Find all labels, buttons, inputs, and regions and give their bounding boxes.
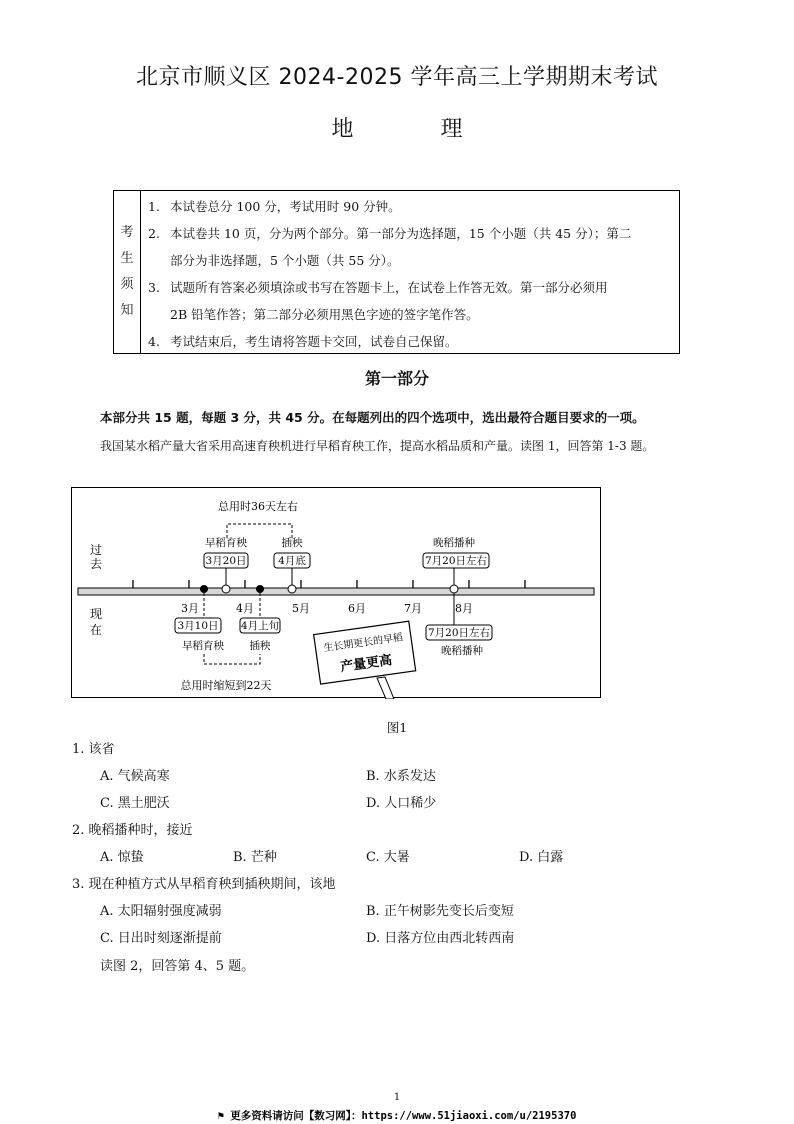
now-label: 在 [90, 623, 103, 637]
question-3-option-b: B. 正午树影先变长后变短 [366, 904, 514, 919]
next-question-instruction: 读图 2，回答第 4、5 题。 [100, 959, 255, 974]
sign-line-2: 产量更高 [339, 653, 394, 676]
notice-side-char: 考 [120, 225, 134, 240]
timeline-ticks [133, 580, 525, 588]
notice-item: 3. 试题所有答案必须填涂或书写在答题卡上，在试卷上作答无效。第一部分必须用 [148, 280, 608, 295]
question-3-stem: 3. 现在种植方式从早稻育秧到插秧期间，该地 [72, 877, 336, 892]
now-late-date: 7月20日左右 [427, 627, 491, 639]
sign-post [377, 677, 394, 699]
figure-1 [71, 487, 601, 698]
figure-1-caption: 图1 [386, 720, 408, 735]
part-one-instructions: 本部分共 15 题，每题 3 分，共 45 分。在每题列出的四个选项中，选出最符合题目要求的一项。 [100, 410, 645, 425]
notice-side-char: 生 [120, 251, 134, 266]
now-transplant-marker [256, 585, 264, 593]
now-transplant-label: 插秧 [249, 640, 271, 652]
question-2-stem: 2. 晚稻播种时，接近 [72, 823, 193, 838]
question-2-option-b: B. 芒种 [233, 850, 277, 865]
month-label: 8月 [455, 602, 473, 615]
question-1-option-a: A. 气候高寒 [100, 769, 170, 784]
past-transplant-date: 4月底 [278, 555, 306, 567]
past-late-rice-label: 晚稻播种 [433, 537, 475, 549]
question-1-option-c: C. 黑土肥沃 [100, 796, 170, 811]
subject-title: 地 理 [331, 117, 503, 142]
question-1-option-b: B. 水系发达 [366, 769, 436, 784]
now-early-marker [200, 585, 208, 593]
notice-side-char: 知 [120, 303, 134, 318]
past-transplant-marker [288, 585, 296, 593]
flag-icon: ⚑ [217, 1110, 231, 1122]
now-total-duration: 总用时缩短到22天 [180, 679, 272, 692]
question-1-stem: 1. 该省 [72, 742, 115, 757]
past-duration-bracket [227, 524, 292, 538]
sign-line-1: 生长期更长的早稻 [322, 632, 404, 655]
notice-item-cont: 2B 铅笔作答；第二部分必须用黑色字迹的签字笔作答。 [170, 307, 479, 322]
month-label: 7月 [404, 602, 422, 615]
month-label: 3月 [181, 602, 199, 615]
now-early-date: 3月10日 [177, 620, 219, 632]
exam-notice-box [113, 190, 680, 354]
question-2-option-c: C. 大暑 [366, 850, 410, 865]
part-one-title: 第一部分 [364, 369, 429, 388]
question-3-option-c: C. 日出时刻逐渐提前 [100, 931, 222, 946]
past-transplant-label: 插秧 [281, 537, 303, 549]
month-label: 5月 [292, 602, 310, 615]
past-label: 去 [90, 557, 103, 571]
now-late-rice-label: 晚稻播种 [441, 645, 483, 657]
now-label: 现 [90, 607, 103, 621]
notice-item: 4. 考试结束后，考生请将答题卡交回，试卷自己保留。 [148, 334, 458, 349]
late-rice-marker [450, 585, 458, 593]
notice-side-label [114, 191, 141, 353]
question-2-option-d: D. 白露 [519, 850, 564, 865]
past-early-marker [222, 585, 230, 593]
month-label: 4月 [236, 602, 254, 615]
page-number: 1 [393, 1092, 401, 1103]
past-early-date: 3月20日 [205, 555, 247, 567]
notice-item-cont: 部分为非选择题，5 个小题（共 55 分）。 [170, 253, 400, 268]
notice-item: 2. 本试卷共 10 页，分为两个部分。第一部分为选择题，15 个小题（共 45 分）；第二 [148, 226, 632, 241]
past-early-rice-label: 早稻育秧 [205, 537, 247, 549]
timeline-bar [78, 588, 594, 595]
question-3-option-d: D. 日落方位由西北转西南 [366, 931, 515, 946]
yield-sign [314, 621, 416, 684]
question-3-option-a: A. 太阳辐射强度减弱 [100, 904, 222, 919]
past-late-date: 7月20日左右 [424, 555, 488, 567]
month-label: 6月 [348, 602, 366, 615]
notice-items [148, 193, 673, 355]
now-transplant-date: 4月上旬 [240, 620, 280, 632]
exam-title: 北京市顺义区 2024-2025 学年高三上学期期末考试 [136, 65, 658, 90]
footer-link-text[interactable]: 更多资料请访问【数习网】：https://www.51jiaoxi.com/u/2195370 [230, 1110, 577, 1122]
notice-side-char: 须 [120, 277, 134, 292]
past-total-duration: 总用时36天左右 [218, 500, 298, 513]
now-early-rice-label: 早稻育秧 [182, 640, 224, 652]
now-duration-bracket [204, 654, 260, 664]
timeline-diagram [72, 488, 602, 699]
question-2-option-a: A. 惊蛰 [100, 850, 144, 865]
notice-item: 1. 本试卷总分 100 分，考试用时 90 分钟。 [148, 199, 401, 214]
past-label: 过 [90, 543, 103, 557]
footer-link[interactable] [0, 1108, 794, 1123]
question-1-option-d: D. 人口稀少 [366, 796, 437, 811]
question-intro: 我国某水稻产量大省采用高速育秧机进行早稻育秧工作，提高水稻品质和产量。读图 1，回答第 1-3 题。 [100, 439, 655, 453]
